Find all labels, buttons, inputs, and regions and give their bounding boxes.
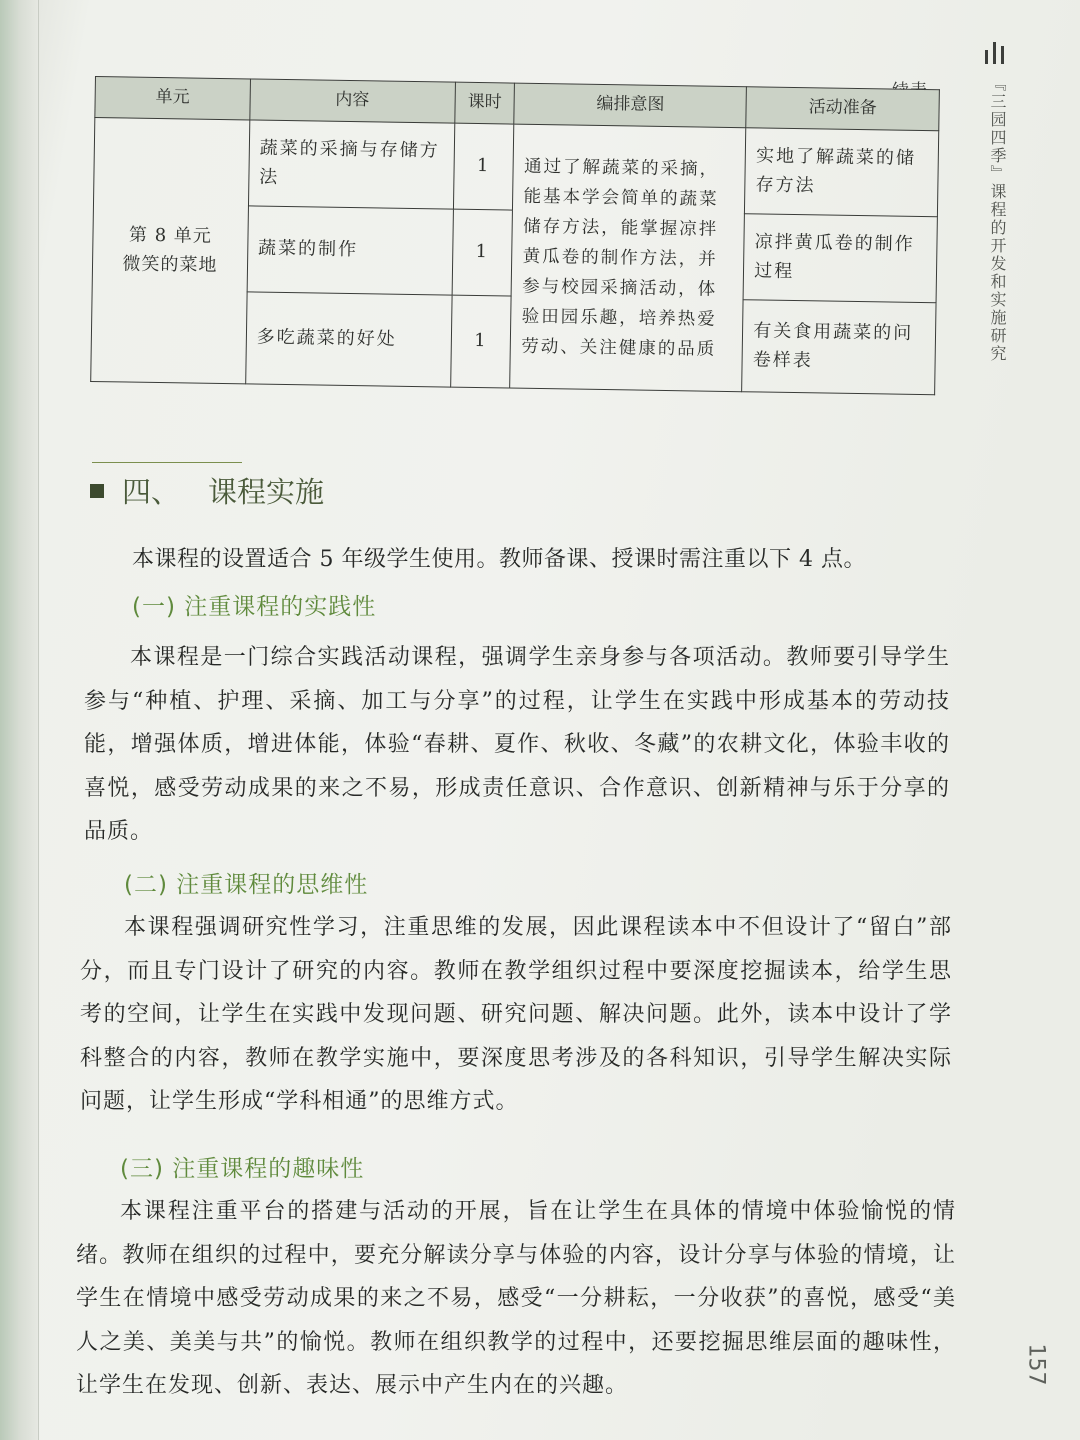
- subsection-heading-1: (一) 注重课程的实践性: [132, 594, 377, 620]
- hours-cell: 1: [453, 123, 514, 210]
- table-row: [93, 118, 938, 217]
- section-intro: 本课程的设置适合 5 年级学生使用。教师备课、授课时需注重以下 4 点。: [132, 547, 866, 572]
- header-content: 内容: [250, 79, 455, 123]
- section-title: 课程实施: [208, 475, 325, 509]
- subsection-heading-2: (二) 注重课程的思维性: [124, 872, 369, 898]
- preparation-cell: 凉拌黄瓜卷的制作过程: [743, 214, 937, 303]
- square-bullet-icon: [90, 484, 104, 498]
- subsection-paragraph-2: 本课程强调研究性学习，注重思维的发展，因此课程读本中不但设计了“留白”部分，而且专门设计了研究的内容。教师在教学组织过程中要深度挖掘读本，给学生思考的空间，让学生在实践中发现问题、研究问题、解决问题。此外，读本中设计了学科整合的内容，教师在教学实施中，要深度思考涉及的各科知识，引导学生解决实际问题，让学生形成“学科相通”的思维方式。: [80, 915, 952, 1114]
- header-intent: 编排意图: [514, 83, 746, 128]
- preparation-cell: 实地了解蔬菜的储存方法: [745, 128, 939, 217]
- subsection-paragraph-1: 本课程是一门综合实践活动课程，强调学生亲身参与各项活动。教师要引导学生参与“种植、护理、采摘、加工与分享”的过程，让学生在实践中形成基本的劳动技能，增强体质，增进体能，体验“春耕、夏作、秋收、冬藏”的农耕文化，体验丰收的喜悦，感受劳动成果的来之不易，形成责任意识、合作意识、创新精神与乐于分享的品质。: [84, 645, 950, 844]
- content-cell: 蔬菜的采摘与存储方法: [248, 120, 454, 209]
- section-divider: [92, 462, 242, 463]
- preparation-cell: 有关食用蔬菜的问卷样表: [742, 300, 936, 395]
- hours-cell: 1: [452, 209, 513, 296]
- adjacent-page-edge: [0, 0, 39, 1440]
- intent-cell: 通过了解蔬菜的采摘，能基本学会简单的蔬菜储存方法，能掌握凉拌黄瓜卷的制作方法，并参与校园采摘活动，体验田园乐趣，培养热爱劳动、关注健康的品质: [510, 124, 746, 392]
- subsection-paragraph-3: 本课程注重平台的搭建与活动的开展，旨在让学生在具体的情境中体验愉悦的情绪。教师在组织的过程中，要充分解读分享与体验的内容，设计分享与体验的情境，让学生在情境中感受劳动成果的来之不易，感受“一分耕耘，一分收获”的喜悦，感受“美人之美、美美与共”的愉悦。教师在组织教学的过程中，还要挖掘思维层面的趣味性，让学生在发现、创新、表达、展示中产生内在的兴趣。: [76, 1199, 956, 1398]
- section-heading: [90, 470, 324, 511]
- page-number: 157: [1023, 1343, 1049, 1386]
- header-hours: 课时: [454, 82, 515, 124]
- course-unit-table: [90, 76, 940, 395]
- header-preparation: 活动准备: [746, 87, 939, 131]
- content-cell: 蔬菜的制作: [247, 206, 453, 295]
- side-bars-icon: [985, 42, 1004, 64]
- running-header: 『三园四季』课程的开发和实施研究: [988, 75, 1007, 363]
- subsection-heading-3: (三) 注重课程的趣味性: [120, 1156, 365, 1182]
- hours-cell: 1: [450, 295, 511, 388]
- unit-cell: 第 8 单元 微笑的菜地: [91, 118, 250, 384]
- content-cell: 多吃蔬菜的好处: [245, 292, 451, 387]
- section-number: 四、: [122, 475, 181, 509]
- header-unit: 单元: [95, 77, 250, 120]
